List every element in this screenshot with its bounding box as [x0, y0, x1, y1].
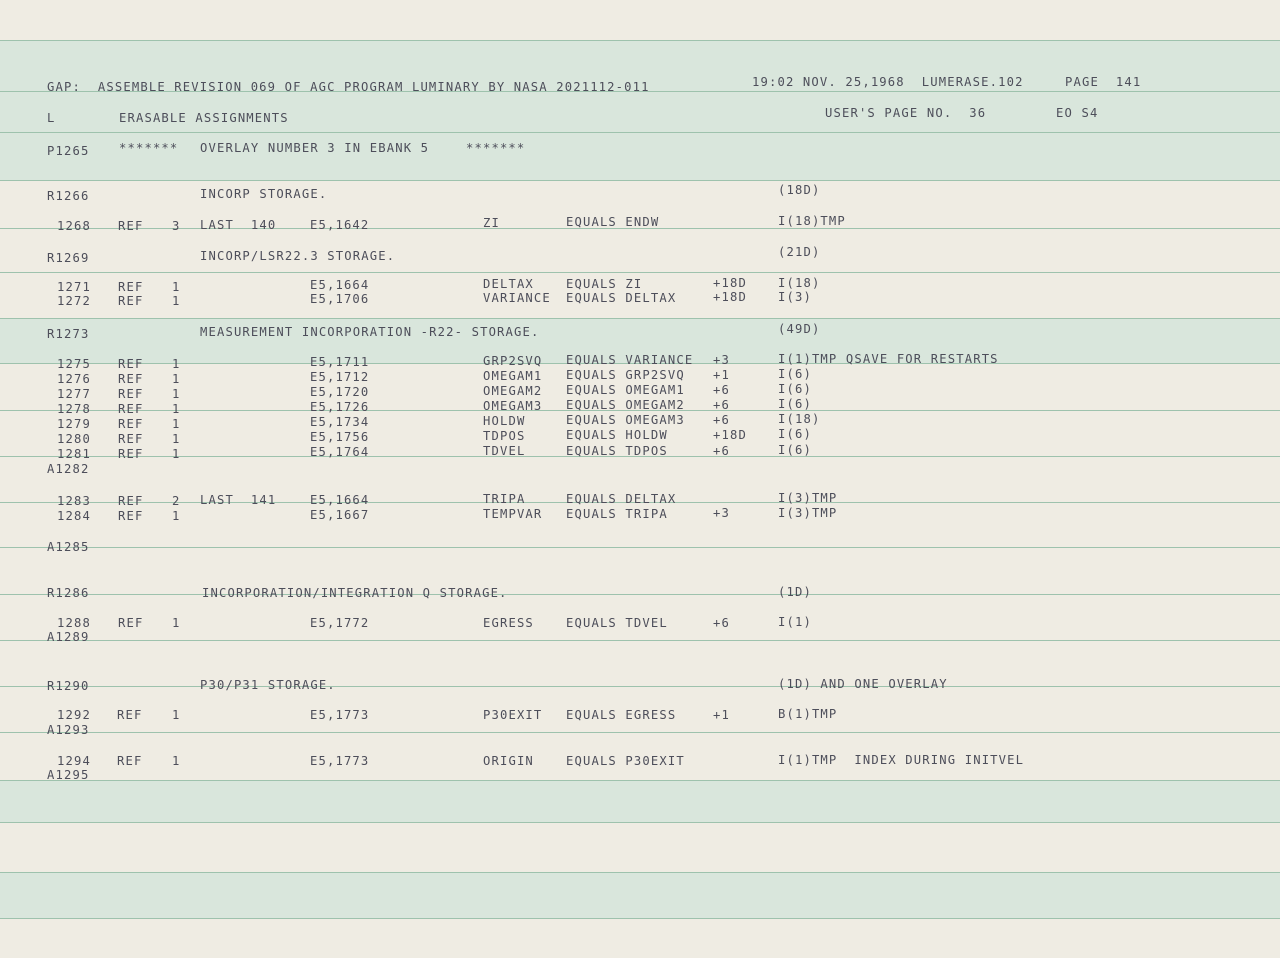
offset: +18D	[713, 290, 747, 304]
ref-col: REF	[118, 447, 144, 461]
equals-expr: EQUALS DELTAX	[566, 291, 677, 305]
equals-expr: EQUALS TRIPA	[566, 507, 668, 521]
header-users-page: USER'S PAGE NO. 36	[825, 106, 987, 120]
address: E5,1667	[310, 508, 370, 522]
section-size: (1D)	[778, 585, 812, 599]
type-comment: I(6)	[778, 443, 812, 457]
line-number: 1294	[57, 754, 91, 768]
paper-rule	[0, 594, 1280, 595]
section-title: MEASUREMENT INCORPORATION -R22- STORAGE.	[200, 325, 540, 339]
offset: +3	[713, 353, 730, 367]
symbol: TDPOS	[483, 429, 526, 443]
line-number: 1283	[57, 494, 91, 508]
ref-col: REF	[118, 372, 144, 386]
type-comment: I(3)	[778, 290, 812, 304]
type-comment: I(18)	[778, 412, 821, 426]
last-ref: LAST 141	[200, 493, 277, 507]
ref-count: 1	[172, 417, 181, 431]
ref-count: 1	[172, 708, 181, 722]
ref-col: REF	[118, 509, 144, 523]
section-size: (49D)	[778, 322, 821, 336]
symbol: DELTAX	[483, 277, 534, 291]
equals-expr: EQUALS HOLDW	[566, 428, 668, 442]
ref-col: REF	[118, 280, 144, 294]
green-band	[0, 132, 1280, 180]
overlay-stars: *******	[466, 141, 526, 155]
line-number: 1276	[57, 372, 91, 386]
paper-rule	[0, 918, 1280, 919]
type-comment: I(18)TMP	[778, 214, 846, 228]
line-number: 1292	[57, 708, 91, 722]
header-page-label: PAGE 141	[1065, 75, 1142, 89]
symbol: TRIPA	[483, 492, 526, 506]
section-title: INCORP/LSR22.3 STORAGE.	[200, 249, 396, 263]
ref-count: 1	[172, 372, 181, 386]
offset: +6	[713, 616, 730, 630]
address: E5,1712	[310, 370, 370, 384]
type-comment: I(3)TMP	[778, 506, 838, 520]
address: E5,1772	[310, 616, 370, 630]
line-number: R1273	[47, 327, 90, 341]
ref-count: 1	[172, 432, 181, 446]
symbol: ZI	[483, 216, 500, 230]
symbol: EGRESS	[483, 616, 534, 630]
offset: +6	[713, 383, 730, 397]
line-number: 1288	[57, 616, 91, 630]
ref-count: 1	[172, 447, 181, 461]
symbol: TEMPVAR	[483, 507, 543, 521]
offset: +6	[713, 413, 730, 427]
offset: +18D	[713, 428, 747, 442]
line-number: A1293	[47, 723, 90, 737]
address: E5,1726	[310, 400, 370, 414]
ref-col: REF	[118, 402, 144, 416]
paper-rule	[0, 180, 1280, 181]
paper-rule	[0, 640, 1280, 641]
line-number: R1290	[47, 679, 90, 693]
type-comment: I(6)	[778, 397, 812, 411]
type-comment: I(6)	[778, 427, 812, 441]
address: E5,1720	[310, 385, 370, 399]
ref-count: 1	[172, 754, 181, 768]
symbol: OMEGAM1	[483, 369, 543, 383]
address: E5,1664	[310, 278, 370, 292]
paper-rule	[0, 132, 1280, 133]
equals-expr: EQUALS VARIANCE	[566, 353, 694, 367]
ref-count: 1	[172, 294, 181, 308]
symbol: ORIGIN	[483, 754, 534, 768]
type-comment: I(6)	[778, 382, 812, 396]
green-band	[0, 872, 1280, 918]
equals-expr: EQUALS ENDW	[566, 215, 660, 229]
line-number: 1278	[57, 402, 91, 416]
offset: +6	[713, 398, 730, 412]
ref-col: REF	[118, 417, 144, 431]
equals-expr: EQUALS P30EXIT	[566, 754, 685, 768]
type-comment: I(6)	[778, 367, 812, 381]
type-comment: I(18)	[778, 276, 821, 290]
ref-col: REF	[118, 432, 144, 446]
ref-col: REF	[117, 708, 143, 722]
line-number: 1271	[57, 280, 91, 294]
address: E5,1764	[310, 445, 370, 459]
type-comment: I(1)TMP INDEX DURING INITVEL	[778, 753, 1025, 767]
section-title: P30/P31 STORAGE.	[200, 678, 336, 692]
symbol: P30EXIT	[483, 708, 543, 722]
symbol: VARIANCE	[483, 291, 551, 305]
address: E5,1664	[310, 493, 370, 507]
line-number: R1266	[47, 189, 90, 203]
equals-expr: EQUALS OMEGAM2	[566, 398, 685, 412]
ref-count: 1	[172, 616, 181, 630]
ref-count: 1	[172, 402, 181, 416]
green-band	[0, 780, 1280, 822]
line-number: 1279	[57, 417, 91, 431]
equals-expr: EQUALS TDPOS	[566, 444, 668, 458]
address: E5,1706	[310, 292, 370, 306]
address: E5,1773	[310, 708, 370, 722]
ref-col: REF	[117, 754, 143, 768]
header-l-marker: L	[47, 111, 56, 125]
last-ref: LAST 140	[200, 218, 277, 232]
equals-expr: EQUALS DELTAX	[566, 492, 677, 506]
section-size: (18D)	[778, 183, 821, 197]
ref-count: 3	[172, 219, 181, 233]
equals-expr: EQUALS OMEGAM1	[566, 383, 685, 397]
ref-col: REF	[118, 494, 144, 508]
ref-count: 1	[172, 509, 181, 523]
line-number: 1275	[57, 357, 91, 371]
paper-rule	[0, 272, 1280, 273]
line-number: 1268	[57, 219, 91, 233]
line-number: R1269	[47, 251, 90, 265]
address: E5,1756	[310, 430, 370, 444]
ref-count: 1	[172, 280, 181, 294]
symbol: OMEGAM3	[483, 399, 543, 413]
line-number: 1277	[57, 387, 91, 401]
offset: +6	[713, 444, 730, 458]
overlay-stars: *******	[119, 141, 179, 155]
ref-col: REF	[118, 357, 144, 371]
line-number: 1284	[57, 509, 91, 523]
type-comment: I(3)TMP	[778, 491, 838, 505]
offset: +1	[713, 708, 730, 722]
address: E5,1711	[310, 355, 370, 369]
address: E5,1773	[310, 754, 370, 768]
section-size: (21D)	[778, 245, 821, 259]
paper-rule	[0, 872, 1280, 873]
paper-rule	[0, 686, 1280, 687]
address: E5,1642	[310, 218, 370, 232]
line-number: A1282	[47, 462, 90, 476]
line-number: A1295	[47, 768, 90, 782]
equals-expr: EQUALS OMEGAM3	[566, 413, 685, 427]
ref-count: 1	[172, 357, 181, 371]
paper-rule	[0, 732, 1280, 733]
header-eo-s4: EO S4	[1056, 106, 1099, 120]
ref-col: REF	[118, 387, 144, 401]
line-number: R1286	[47, 586, 90, 600]
paper-rule	[0, 780, 1280, 781]
type-comment: I(1)	[778, 615, 812, 629]
paper-rule	[0, 547, 1280, 548]
line-number: 1272	[57, 294, 91, 308]
offset: +3	[713, 506, 730, 520]
paper-rule	[0, 40, 1280, 41]
ref-col: REF	[118, 616, 144, 630]
line-number: 1281	[57, 447, 91, 461]
paper-rule	[0, 822, 1280, 823]
equals-expr: EQUALS EGRESS	[566, 708, 677, 722]
header-title: GAP: ASSEMBLE REVISION 069 OF AGC PROGRAM LUMINARY BY NASA 2021112-011	[47, 80, 650, 94]
offset: +18D	[713, 276, 747, 290]
equals-expr: EQUALS GRP2SVQ	[566, 368, 685, 382]
address: E5,1734	[310, 415, 370, 429]
header-section-title: ERASABLE ASSIGNMENTS	[119, 111, 289, 125]
section-title: INCORPORATION/INTEGRATION Q STORAGE.	[202, 586, 508, 600]
line-number: 1280	[57, 432, 91, 446]
equals-expr: EQUALS ZI	[566, 277, 643, 291]
symbol: TDVEL	[483, 444, 526, 458]
paper-rule	[0, 318, 1280, 319]
equals-expr: EQUALS TDVEL	[566, 616, 668, 630]
symbol: HOLDW	[483, 414, 526, 428]
section-title: INCORP STORAGE.	[200, 187, 328, 201]
line-number: A1289	[47, 630, 90, 644]
type-comment: B(1)TMP	[778, 707, 838, 721]
line-number: A1285	[47, 540, 90, 554]
section-size: (1D) AND ONE OVERLAY	[778, 677, 948, 691]
header-timestamp: 19:02 NOV. 25,1968 LUMERASE.102	[752, 75, 1024, 89]
ref-count: 2	[172, 494, 181, 508]
ref-col: REF	[118, 219, 144, 233]
type-comment: I(1)TMP QSAVE FOR RESTARTS	[778, 352, 999, 366]
overlay-text: OVERLAY NUMBER 3 IN EBANK 5	[200, 141, 430, 155]
offset: +1	[713, 368, 730, 382]
symbol: GRP2SVQ	[483, 354, 543, 368]
ref-col: REF	[118, 294, 144, 308]
symbol: OMEGAM2	[483, 384, 543, 398]
ref-count: 1	[172, 387, 181, 401]
line-number: P1265	[47, 144, 90, 158]
